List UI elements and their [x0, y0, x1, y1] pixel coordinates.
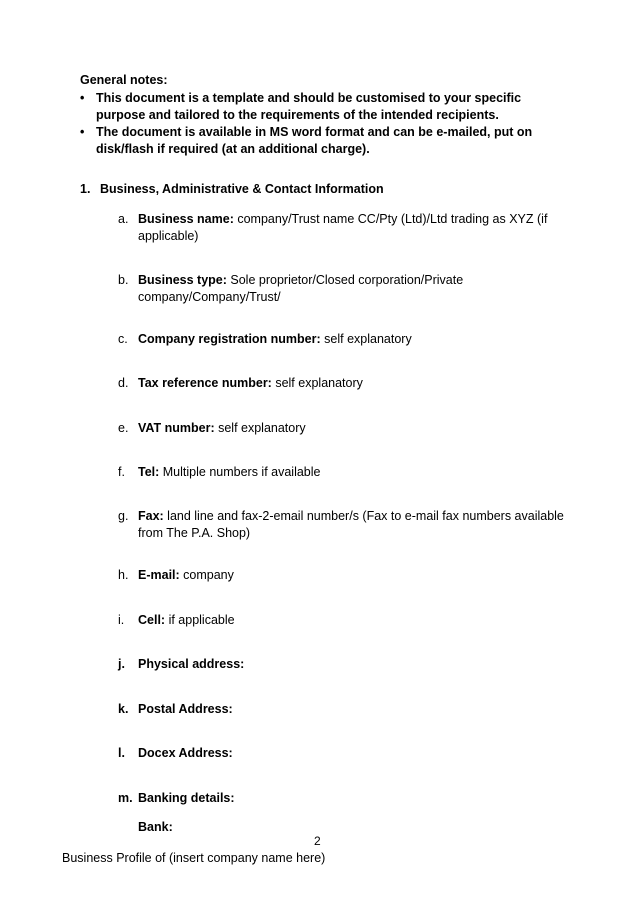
item-label: c.	[118, 332, 128, 346]
item-key: Banking details:	[138, 791, 235, 805]
section-title: Business, Administrative & Contact Information	[100, 182, 384, 196]
bullet-icon: •	[80, 125, 85, 139]
item-tel	[118, 464, 588, 481]
item-fax	[118, 508, 588, 542]
item-label: j.	[118, 657, 125, 671]
item-value: company/Trust name CC/Pty (Ltd)/Ltd trading as XYZ (if applicable)	[138, 212, 548, 243]
item-value: Sole proprietor/Closed corporation/Private company/Company/Trust/	[138, 273, 464, 304]
item-label: e.	[118, 421, 129, 435]
banking-bank-label: Bank:	[138, 820, 173, 834]
item-value: if applicable	[165, 613, 235, 627]
item-label: g.	[118, 509, 129, 523]
section-number: 1.	[80, 182, 91, 196]
item-physical-address	[118, 656, 588, 673]
item-vat-number	[118, 420, 588, 437]
item-label: d.	[118, 376, 129, 390]
item-key: Business type:	[138, 273, 227, 287]
item-key: VAT number:	[138, 421, 215, 435]
general-notes-title: General notes:	[80, 73, 168, 87]
item-value: self explanatory	[271, 376, 363, 390]
item-key: Postal Address:	[138, 702, 233, 716]
item-company-registration	[118, 331, 588, 348]
page-number: 2	[314, 834, 321, 848]
section-heading	[80, 181, 384, 198]
item-key: Tel:	[138, 465, 160, 479]
item-banking-details	[118, 790, 588, 807]
item-key: Docex Address:	[138, 746, 233, 760]
item-label: h.	[118, 568, 129, 582]
item-value: Multiple numbers if available	[159, 465, 321, 479]
item-value: company	[179, 568, 234, 582]
item-business-type	[118, 272, 588, 306]
item-label: m.	[118, 791, 133, 805]
item-key: Business name:	[138, 212, 234, 226]
item-tax-reference	[118, 375, 588, 392]
item-value: self explanatory	[320, 332, 412, 346]
note-bullet-1	[80, 90, 550, 124]
bullet-icon: •	[80, 91, 85, 105]
item-label: k.	[118, 702, 129, 716]
item-docex-address	[118, 745, 588, 762]
item-email	[118, 567, 588, 584]
page-footer: Business Profile of (insert company name here)	[62, 851, 326, 865]
item-label: a.	[118, 212, 129, 226]
item-key: Cell:	[138, 613, 166, 627]
note-bullet-2	[80, 124, 550, 158]
item-label: l.	[118, 746, 125, 760]
item-label: i.	[118, 613, 125, 627]
item-label: f.	[118, 465, 125, 479]
item-key: Fax:	[138, 509, 164, 523]
note-text: This document is a template and should be customised to your specific purpose and tailored to the requirements of the intended recipients.	[96, 91, 522, 122]
item-value: self explanatory	[214, 421, 306, 435]
note-text: The document is available in MS word format and can be e-mailed, put on disk/flash if required (at an additional charge).	[96, 125, 533, 156]
item-cell	[118, 612, 588, 629]
item-key: E-mail:	[138, 568, 180, 582]
item-key: Company registration number:	[138, 332, 321, 346]
item-value: land line and fax-2-email number/s (Fax to e-mail fax numbers available from The P.A. Shop)	[138, 509, 564, 540]
item-key: Physical address:	[138, 657, 245, 671]
item-business-name	[118, 211, 588, 245]
item-postal-address	[118, 701, 588, 718]
item-key: Tax reference number:	[138, 376, 272, 390]
item-label: b.	[118, 273, 129, 287]
